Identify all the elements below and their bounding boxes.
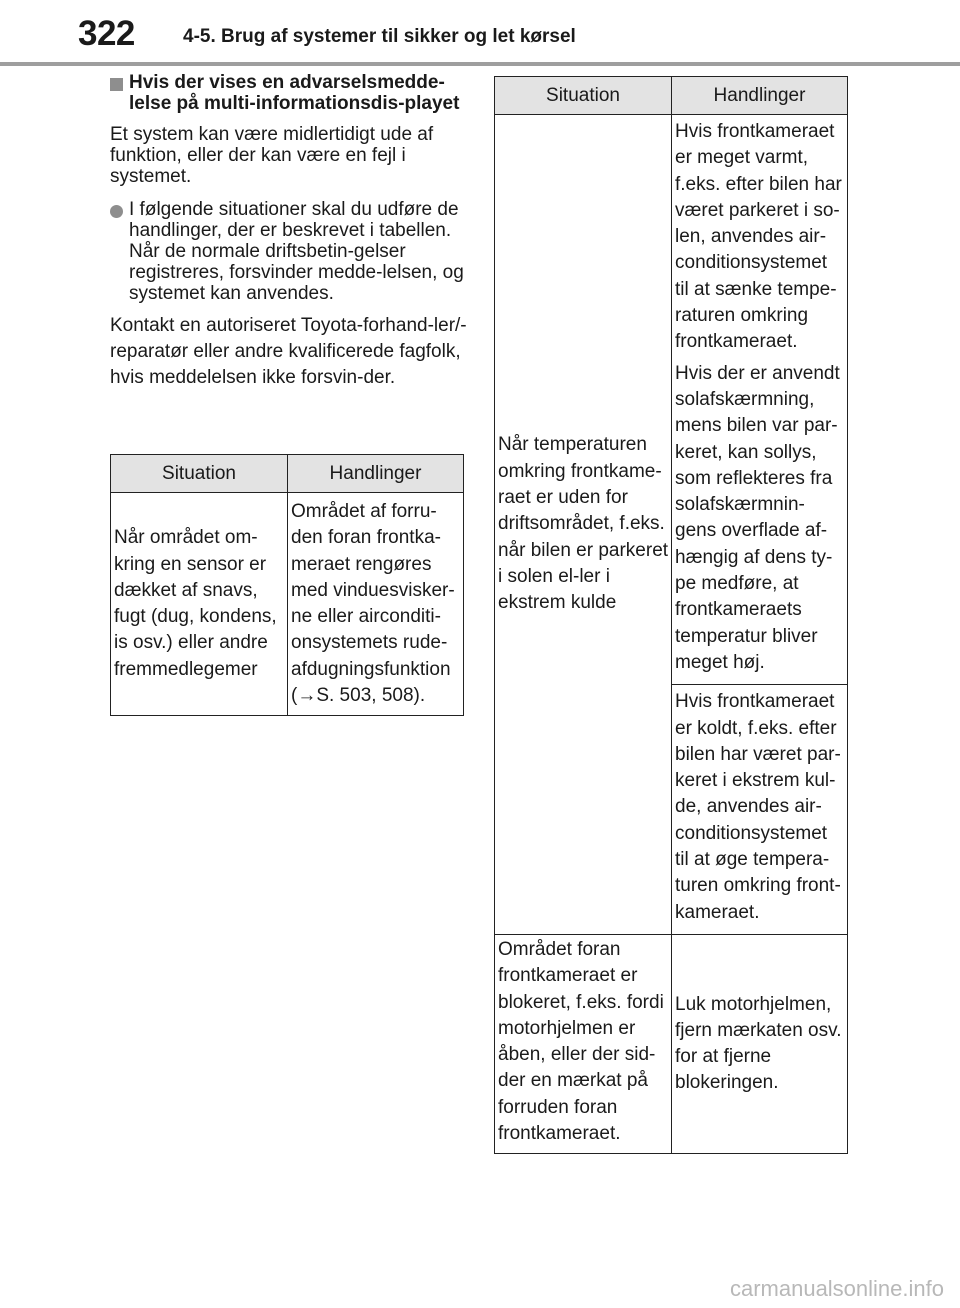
table-row (111, 493, 464, 716)
square-bullet-icon (110, 78, 123, 91)
page-number: 322 (78, 14, 135, 53)
table-row (495, 934, 848, 1153)
table-header-situation: Situation (111, 455, 288, 493)
circle-bullet-icon (110, 205, 123, 218)
situation-cell: Når temperaturen omkring frontkame-raet er uden for driftsområdet, f.eks. når bilen er parkeret i solen el-ler i ekstrem kulde (495, 115, 672, 935)
intro-paragraph: Et system kan være midlertidigt ude af funktion, eller der kan være en fejl i systemet. (110, 124, 434, 187)
warning-heading-text: Hvis der vises en advarselsmedde-lelse på multi-informationsdis-playet (129, 72, 460, 114)
situation-cell: Området foran frontkameraet er blokeret, f.eks. fordi motorhjelmen er åben, eller der sid-der en mærkat på forruden foran frontkameraet. (495, 934, 672, 1153)
action-text-hot-camera: Hvis frontkameraet er meget varmt, f.eks. efter bilen har været parkeret i so-len, anvendes air-conditionsystemet til at sænke tempe-raturen omkring frontkameraet. (675, 121, 842, 353)
watermark: carmanualsonline.info (729, 1276, 944, 1301)
table-header-actions: Handlinger (288, 455, 464, 493)
warning-heading (110, 72, 468, 114)
table-row (495, 115, 848, 685)
camera-table (494, 76, 848, 1154)
instruction-bullet (110, 199, 468, 304)
section-title: 4-5. Brug af systemer til sikker og let kørsel (183, 26, 576, 47)
header-divider (0, 62, 960, 66)
action-cell (672, 115, 848, 685)
table-header-situation: Situation (495, 77, 672, 115)
sensor-table (110, 454, 464, 716)
action-text-sunshade: Hvis der er anvendt solafskærmning, mens bilen var par-keret, kan sollys, som reflekteres fra solafskærmnin-gens overflade af-hængig af dens ty-pe medføre, at frontkameraets temperatur bliver meget høj. (675, 362, 840, 673)
action-cell: Hvis frontkameraet er koldt, f.eks. efter bilen har været par-keret i ekstrem kul-de, anvendes air-conditionsystemet til at øge tempera-turen omkring front-kameraet. (672, 685, 848, 935)
instruction-bullet-text: I følgende situationer skal du udføre de handlinger, der er beskrevet i tabellen. Når de normale driftsbetin-gelser registreres, forsvinder medde-lelsen, og systemet kan anvendes. (129, 199, 464, 304)
action-cell: Luk motorhjelmen, fjern mærkaten osv. for at fjerne blokeringen. (672, 934, 848, 1153)
action-cell: Området af forru-den foran frontka-meraet rengøres med vinduesvisker-ne eller airconditi-onsystemets rude-afdugningsfunktion (→S. 503, 508). (288, 493, 464, 716)
table-header-actions: Handlinger (672, 77, 848, 115)
contact-paragraph: Kontakt en autoriseret Toyota-forhand-ler/-reparatør eller andre kvalificerede fagfolk, hvis meddelelsen ikke forsvin-der. (110, 315, 467, 388)
left-column (110, 72, 468, 391)
situation-cell: Når området om-kring en sensor er dækket af snavs, fugt (dug, kondens, is osv.) eller andre fremmedlegemer (111, 493, 288, 716)
